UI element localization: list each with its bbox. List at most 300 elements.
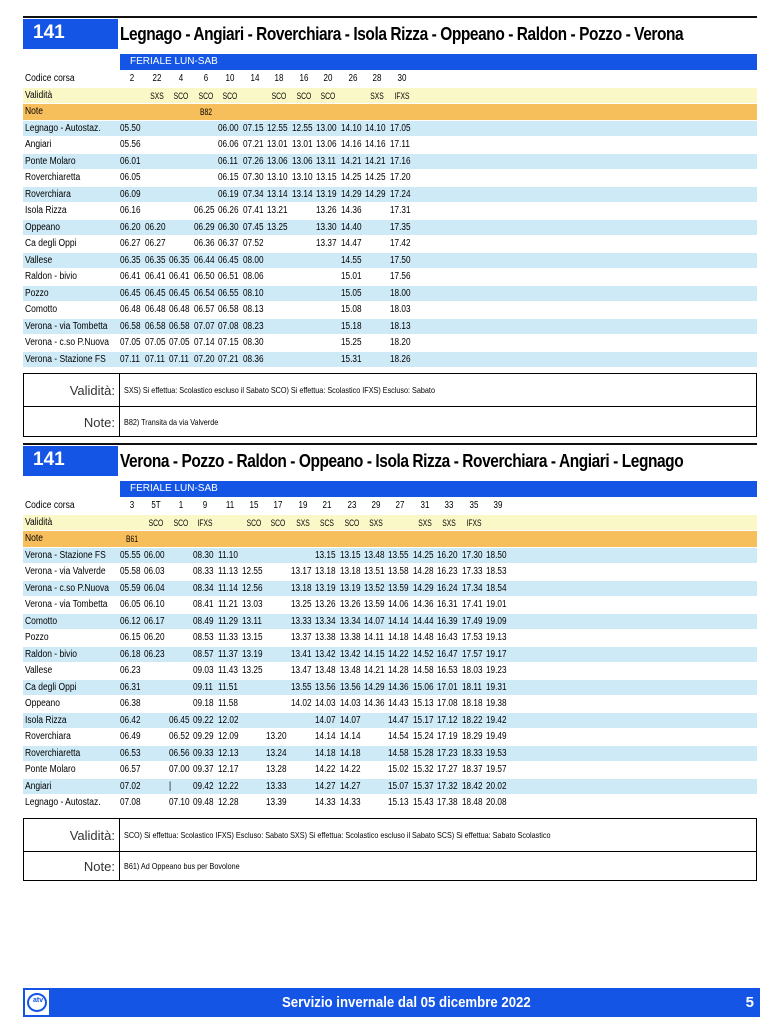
- departure-time: 15.13: [412, 698, 434, 709]
- departure-time: 06.30: [218, 221, 239, 233]
- stop-row: [23, 187, 757, 204]
- stop-name: Raldon - bivio: [25, 648, 77, 660]
- departure-time: 18.33: [461, 747, 483, 759]
- departure-time: 07.26: [242, 155, 264, 167]
- departure-time: 19.38: [486, 698, 507, 709]
- departure-time: 12.55: [242, 566, 263, 577]
- departure-time: 15.02: [388, 764, 409, 775]
- departure-time: 06.00: [218, 122, 239, 134]
- stop-name: Vallese: [25, 665, 53, 676]
- departure-time: 07.21: [242, 139, 264, 150]
- stop-name: Comotto: [25, 304, 58, 315]
- departure-time: 19.13: [486, 632, 507, 643]
- departure-time: 15.18: [340, 320, 362, 332]
- stop-row: [23, 795, 757, 812]
- validity-code: IFXS: [466, 517, 482, 528]
- line-number-badge: 141: [23, 19, 118, 49]
- departure-time: 14.16: [340, 139, 362, 150]
- departure-time: 18.03: [389, 304, 411, 315]
- departure-time: 06.10: [144, 599, 165, 610]
- departure-time: 07.14: [193, 337, 215, 348]
- departure-time: 13.52: [364, 582, 385, 594]
- departure-time: 07.05: [120, 337, 141, 348]
- departure-time: |: [168, 780, 171, 792]
- departure-time: 14.27: [339, 780, 361, 792]
- departure-time: 05.56: [120, 139, 141, 150]
- departure-time: 17.01: [437, 681, 458, 693]
- departure-time: 07.21: [218, 353, 239, 365]
- departure-time: 17.08: [437, 698, 458, 709]
- departure-time: 15.43: [412, 797, 434, 808]
- departure-time: 06.31: [120, 681, 141, 693]
- departure-time: 15.06: [412, 681, 434, 693]
- departure-time: 14.15: [364, 648, 385, 660]
- stop-name: Verona - via Valverde: [25, 566, 106, 577]
- departure-time: 08.30: [193, 549, 214, 561]
- departure-time: 14.11: [364, 632, 384, 643]
- departure-time: 06.18: [120, 648, 141, 660]
- departure-time: 16.39: [437, 615, 458, 627]
- departure-time: 14.28: [412, 566, 434, 577]
- stop-row: [23, 236, 757, 253]
- logo-text: atv: [33, 997, 44, 1004]
- departure-time: 14.18: [339, 747, 361, 759]
- departure-time: 06.23: [120, 665, 141, 676]
- departure-time: 15.37: [412, 780, 434, 792]
- validity-code: IFXS: [393, 90, 409, 101]
- departure-time: 17.24: [389, 188, 411, 200]
- legend-divider: [119, 407, 120, 436]
- stop-name: Vallese: [25, 254, 53, 266]
- departure-time: 11.58: [217, 698, 238, 709]
- departure-time: 06.48: [144, 304, 166, 315]
- departure-time: 07.10: [168, 797, 190, 808]
- trip-code: 3: [129, 500, 135, 511]
- departure-time: 14.07: [364, 615, 385, 627]
- departure-time: 19.23: [486, 665, 507, 676]
- departure-time: 13.15: [316, 172, 337, 183]
- departure-time: 13.21: [267, 205, 288, 216]
- stop-row: [23, 614, 757, 631]
- trip-code: 1: [178, 500, 184, 511]
- departure-time: 12.28: [217, 797, 239, 808]
- departure-time: 05.55: [120, 549, 141, 561]
- departure-time: 07.11: [144, 353, 165, 365]
- departure-time: 14.10: [340, 122, 362, 134]
- departure-time: 19.09: [486, 615, 507, 627]
- departure-time: 12.56: [242, 582, 263, 594]
- departure-time: 18.53: [486, 566, 507, 577]
- note-code: B82: [199, 107, 212, 117]
- departure-time: 17.27: [437, 764, 458, 775]
- departure-time: 13.26: [339, 599, 361, 610]
- departure-time: 20.08: [486, 797, 507, 808]
- departure-time: 17.41: [461, 599, 483, 610]
- stop-name: Angiari: [25, 139, 52, 150]
- departure-time: 11.13: [217, 566, 238, 577]
- departure-time: 12.17: [217, 764, 239, 775]
- departure-time: 08.06: [242, 271, 264, 282]
- departure-time: 11.43: [217, 665, 238, 676]
- validity-code: SXS: [418, 517, 432, 528]
- note-row-label: Note: [25, 533, 43, 544]
- departure-time: 06.41: [169, 271, 190, 282]
- note-row: [23, 531, 757, 548]
- departure-time: 06.36: [193, 238, 215, 249]
- departure-time: 13.20: [266, 731, 287, 742]
- departure-time: 14.54: [388, 731, 409, 742]
- departure-time: 14.18: [315, 747, 336, 759]
- departure-time: 11.14: [217, 582, 238, 594]
- stop-row: [23, 170, 757, 187]
- departure-time: 12.55: [291, 122, 313, 134]
- departure-time: 14.29: [412, 582, 434, 594]
- note-legend-box: [23, 406, 757, 437]
- departure-time: 06.58: [120, 320, 141, 332]
- departure-time: 11.51: [217, 681, 238, 693]
- departure-time: 06.41: [120, 271, 141, 282]
- departure-time: 07.52: [242, 238, 264, 249]
- departure-time: 13.18: [339, 566, 361, 577]
- stop-row: [23, 729, 757, 746]
- departure-time: 06.00: [144, 549, 165, 561]
- departure-time: 13.58: [388, 566, 409, 577]
- departure-time: 06.58: [218, 304, 239, 315]
- departure-time: 14.21: [340, 155, 362, 167]
- stop-name: Isola Rizza: [25, 205, 67, 216]
- departure-time: 13.10: [291, 172, 313, 183]
- departure-time: 15.32: [412, 764, 434, 775]
- departure-time: 06.54: [193, 287, 215, 299]
- validity-code: SCO: [173, 90, 189, 101]
- stop-name: Ponte Molaro: [25, 764, 76, 775]
- timetable-grid: [23, 498, 757, 812]
- departure-time: 08.41: [193, 599, 214, 610]
- departure-time: 13.48: [364, 549, 385, 561]
- departure-time: 14.25: [365, 172, 386, 183]
- departure-time: 13.25: [267, 221, 288, 233]
- stop-row: [23, 269, 757, 286]
- validity-code: SCO: [271, 90, 287, 101]
- trip-code: 23: [347, 500, 357, 511]
- validity-code: SCO: [271, 517, 286, 528]
- validita-row: [23, 88, 757, 105]
- departure-time: 14.55: [340, 254, 362, 266]
- departure-time: 06.20: [120, 221, 141, 233]
- stop-row: [23, 253, 757, 270]
- departure-time: 14.02: [290, 698, 312, 709]
- departure-time: 06.35: [169, 254, 190, 266]
- note-legend-label: Note:: [83, 859, 115, 874]
- stop-name: Verona - Stazione FS: [25, 353, 106, 365]
- trip-code: 27: [395, 500, 405, 511]
- validity-code: SXS: [442, 517, 456, 528]
- note-legend-box: [23, 851, 757, 881]
- trip-code: 31: [420, 500, 430, 511]
- stop-row: [23, 121, 757, 138]
- note-legend-text: B61) Ad Oppeano bus per Bovolone: [124, 861, 240, 871]
- trip-code: 5T: [151, 500, 162, 511]
- validity-code: IFXS: [197, 517, 213, 528]
- stop-row: [23, 746, 757, 763]
- departure-time: 14.29: [364, 681, 385, 693]
- departure-time: 17.34: [461, 582, 483, 594]
- departure-time: 06.38: [120, 698, 141, 709]
- departure-time: 14.29: [365, 188, 386, 200]
- validita-row: [23, 515, 757, 532]
- departure-time: 19.01: [486, 599, 507, 610]
- departure-time: 14.33: [339, 797, 361, 808]
- stop-name: Roverchiara: [25, 731, 71, 742]
- departure-time: 09.03: [193, 665, 214, 676]
- departure-time: 13.30: [316, 221, 337, 233]
- departure-time: 17.16: [389, 155, 411, 167]
- departure-time: 13.34: [315, 615, 336, 627]
- departure-time: 13.14: [291, 188, 313, 200]
- trip-code: 30: [397, 73, 406, 84]
- validity-code: SCO: [222, 90, 238, 101]
- departure-time: 13.48: [339, 665, 361, 676]
- departure-time: 17.11: [389, 139, 410, 150]
- stop-row: [23, 564, 757, 581]
- departure-time: 06.15: [120, 632, 141, 643]
- validita-legend-label: Validità:: [69, 383, 115, 398]
- trip-code: 29: [371, 500, 381, 511]
- departure-time: 06.17: [144, 615, 165, 627]
- departure-time: 14.47: [340, 238, 362, 249]
- trip-code: 28: [372, 73, 382, 84]
- departure-time: 18.26: [389, 353, 411, 365]
- legend-divider: [119, 852, 120, 880]
- departure-time: 06.45: [144, 287, 166, 299]
- departure-time: 07.20: [193, 353, 215, 365]
- stop-name: Pozzo: [25, 287, 49, 299]
- departure-time: 08.57: [193, 648, 214, 660]
- departure-time: 06.45: [169, 287, 190, 299]
- route-title: Legnago - Angiari - Roverchiara - Isola Rizza - Oppeano - Raldon - Pozzo - Verona: [120, 24, 684, 44]
- departure-time: 17.49: [461, 615, 483, 627]
- validity-code: SXS: [296, 517, 310, 528]
- departure-time: 14.36: [340, 205, 362, 216]
- departure-time: 19.53: [486, 747, 507, 759]
- departure-time: 12.13: [217, 747, 239, 759]
- stop-name: Comotto: [25, 615, 58, 627]
- departure-time: 07.00: [168, 764, 190, 775]
- departure-time: 16.24: [437, 582, 458, 594]
- stop-name: Legnago - Autostaz.: [25, 122, 101, 134]
- feriale-band: FERIALE LUN-SAB: [120, 54, 757, 70]
- stop-row: [23, 319, 757, 336]
- departure-time: 08.33: [193, 566, 214, 577]
- departure-time: 19.31: [486, 681, 507, 693]
- departure-time: 14.44: [412, 615, 434, 627]
- departure-time: 08.13: [242, 304, 264, 315]
- departure-time: 13.38: [339, 632, 361, 643]
- stop-name: Ponte Molaro: [25, 155, 76, 167]
- departure-time: 14.14: [388, 615, 409, 627]
- departure-time: 06.57: [193, 304, 215, 315]
- departure-time: 13.42: [315, 648, 336, 660]
- departure-time: 06.48: [120, 304, 141, 315]
- stop-name: Isola Rizza: [25, 714, 67, 726]
- stop-row: [23, 154, 757, 171]
- departure-time: 06.20: [144, 221, 166, 233]
- trip-code: 17: [273, 500, 283, 511]
- departure-time: 07.08: [218, 320, 239, 332]
- departure-time: 13.06: [291, 155, 313, 167]
- stop-row: [23, 220, 757, 237]
- departure-time: 14.48: [412, 632, 434, 643]
- departure-time: 13.37: [316, 238, 337, 249]
- departure-time: 13.14: [267, 188, 288, 200]
- departure-time: 14.28: [388, 665, 409, 676]
- departure-time: 11.33: [217, 632, 238, 643]
- departure-time: 06.27: [144, 238, 166, 249]
- validity-code: SCO: [173, 517, 189, 528]
- feriale-band: FERIALE LUN-SAB: [120, 481, 757, 497]
- service-period: Servizio invernale dal 05 dicembre 2022: [282, 994, 531, 1011]
- departure-time: 07.11: [169, 353, 189, 365]
- stop-row: [23, 779, 757, 796]
- departure-time: 13.56: [339, 681, 361, 693]
- stop-row: [23, 548, 757, 565]
- trip-code: 9: [202, 500, 208, 511]
- timetable-legnago-verona: [23, 16, 757, 441]
- departure-time: 13.19: [242, 648, 263, 660]
- departure-time: 13.06: [267, 155, 288, 167]
- departure-time: 14.21: [365, 155, 386, 167]
- stop-row: [23, 302, 757, 319]
- departure-time: 13.06: [316, 139, 337, 150]
- departure-time: 13.34: [339, 615, 361, 627]
- departure-time: 14.07: [339, 714, 361, 726]
- table-header: [23, 446, 757, 476]
- route-title: Verona - Pozzo - Raldon - Oppeano - Isola Rizza - Roverchiara - Angiari - Legnago: [120, 451, 684, 471]
- departure-time: 06.48: [169, 304, 190, 315]
- departure-time: 12.02: [217, 714, 239, 726]
- stop-name: Oppeano: [25, 698, 60, 709]
- departure-time: 14.36: [412, 599, 434, 610]
- departure-time: 12.22: [217, 780, 239, 792]
- departure-time: 06.16: [120, 205, 141, 216]
- departure-time: 17.12: [437, 714, 458, 726]
- departure-time: 07.05: [144, 337, 166, 348]
- departure-time: 13.55: [388, 549, 409, 561]
- stop-name: Verona - Stazione FS: [25, 549, 106, 561]
- departure-time: 13.19: [315, 582, 336, 594]
- line-number-badge: 141: [23, 446, 118, 476]
- departure-time: 17.50: [389, 254, 411, 266]
- departure-time: 06.05: [120, 172, 141, 183]
- validity-code: SCO: [344, 517, 359, 528]
- departure-time: 16.43: [437, 632, 458, 643]
- departure-time: 15.13: [388, 797, 409, 808]
- stop-row: [23, 581, 757, 598]
- departure-time: 09.42: [193, 780, 214, 792]
- trip-code: 22: [152, 73, 161, 84]
- validita-legend-text: SXS) Si effettua: Scolastico escluso il Sabato SCO) Si effettua: Scolastico IFXS) Escluso: Sabato: [124, 385, 435, 395]
- departure-time: 18.03: [461, 665, 483, 676]
- departure-time: 06.09: [120, 188, 141, 200]
- departure-time: 08.23: [242, 320, 264, 332]
- departure-time: 06.42: [120, 714, 141, 726]
- table-header: [23, 19, 757, 49]
- departure-time: 17.57: [461, 648, 483, 660]
- departure-time: 06.53: [120, 747, 141, 759]
- trip-code: 4: [178, 73, 184, 84]
- departure-time: 18.48: [461, 797, 483, 808]
- departure-time: 09.37: [193, 764, 214, 775]
- departure-time: 06.12: [120, 615, 141, 627]
- stop-name: Oppeano: [25, 221, 60, 233]
- departure-time: 07.08: [120, 797, 141, 808]
- departure-time: 19.17: [486, 648, 507, 660]
- departure-time: 13.19: [339, 582, 361, 594]
- stop-name: Legnago - Autostaz.: [25, 797, 101, 808]
- departure-time: 14.10: [365, 122, 386, 134]
- departure-time: 14.25: [340, 172, 362, 183]
- validity-code: SCO: [198, 90, 213, 101]
- departure-time: 08.53: [193, 632, 214, 643]
- departure-time: 06.27: [120, 238, 141, 249]
- departure-time: 14.52: [412, 648, 434, 660]
- trip-code: 14: [250, 73, 259, 84]
- departure-time: 12.09: [217, 731, 239, 742]
- stop-row: [23, 713, 757, 730]
- departure-time: 13.26: [316, 205, 337, 216]
- departure-time: 13.33: [290, 615, 312, 627]
- stop-row: [23, 352, 757, 369]
- departure-time: 18.29: [461, 731, 483, 742]
- stop-row: [23, 762, 757, 779]
- validita-legend-box: [23, 373, 757, 407]
- trip-code: 2: [129, 73, 135, 84]
- stop-name: Verona - via Tombetta: [25, 320, 108, 332]
- departure-time: 06.15: [218, 172, 239, 183]
- stop-name: Ca degli Oppi: [25, 238, 77, 249]
- validity-code: SCO: [296, 90, 311, 101]
- note-row-label: Note: [25, 106, 43, 117]
- stop-row: [23, 203, 757, 220]
- departure-time: 13.17: [290, 566, 312, 577]
- departure-time: 17.38: [437, 797, 458, 808]
- departure-time: 06.52: [168, 731, 190, 742]
- departure-time: 17.05: [389, 122, 411, 134]
- departure-time: 07.34: [242, 188, 264, 200]
- departure-time: 06.06: [218, 139, 239, 150]
- top-rule: [23, 443, 757, 445]
- validita-row-label: Validità: [25, 516, 53, 528]
- departure-time: 15.24: [412, 731, 434, 742]
- departure-time: 19.57: [486, 764, 507, 775]
- departure-time: 13.01: [291, 139, 313, 150]
- stop-row: [23, 663, 757, 680]
- timetable-grid: [23, 71, 757, 368]
- trip-code: 6: [203, 73, 208, 84]
- departure-time: 06.03: [144, 566, 165, 577]
- departure-time: 13.47: [290, 665, 312, 676]
- departure-time: 15.07: [388, 780, 409, 792]
- codice-corsa-row-label: Codice corsa: [25, 500, 75, 511]
- note-code: B61: [125, 534, 138, 544]
- departure-time: 06.57: [120, 764, 141, 775]
- validity-code: SXS: [370, 90, 384, 101]
- departure-time: 14.16: [365, 139, 386, 150]
- departure-time: 18.42: [461, 780, 483, 792]
- departure-time: 18.11: [461, 681, 482, 693]
- trip-code: 10: [225, 73, 235, 84]
- departure-time: 13.51: [364, 566, 385, 577]
